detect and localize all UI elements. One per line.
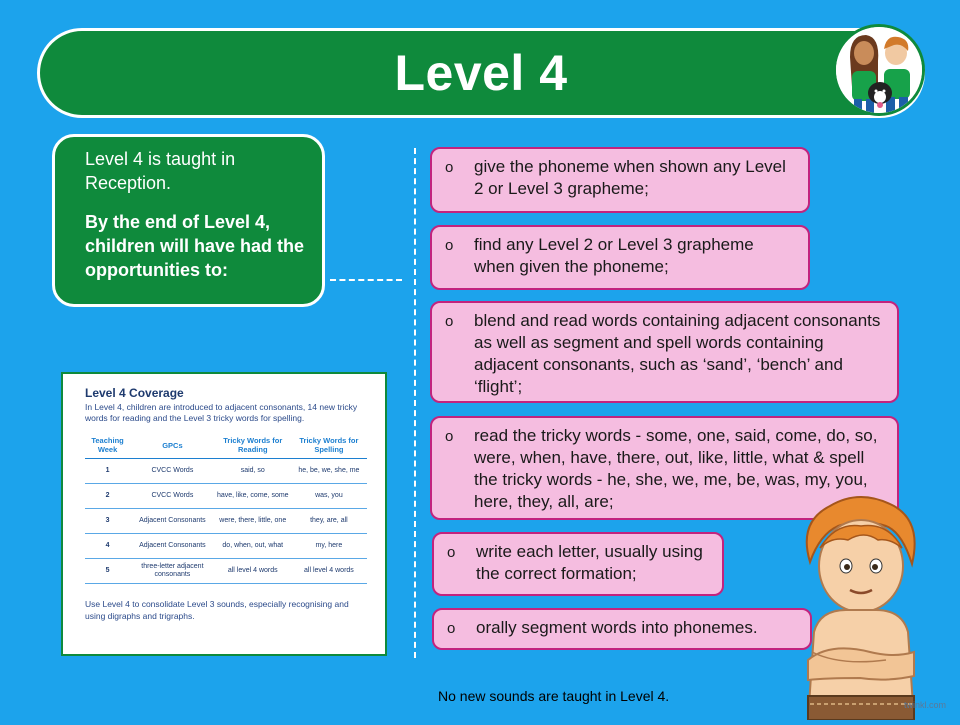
objective-item bbox=[430, 147, 810, 213]
column-header: Teaching Week bbox=[85, 436, 130, 459]
table-cell: he, be, we, she, me bbox=[291, 459, 367, 484]
table-cell: 4 bbox=[85, 534, 130, 559]
intro-line: Level 4 is taught in Reception. bbox=[85, 149, 236, 193]
objective-text: find any Level 2 or Level 3 grapheme when given the phoneme; bbox=[474, 235, 754, 276]
coverage-title: Level 4 Coverage bbox=[85, 386, 184, 400]
table-cell: 2 bbox=[85, 484, 130, 509]
table-cell: all level 4 words bbox=[291, 559, 367, 584]
table-cell: 1 bbox=[85, 459, 130, 484]
objective-text: orally segment words into phonemes. bbox=[476, 618, 758, 637]
table-cell: 3 bbox=[85, 509, 130, 534]
footer-note: No new sounds are taught in Level 4. bbox=[438, 688, 670, 704]
table-cell: were, there, little, one bbox=[215, 509, 291, 534]
objective-text: read the tricky words - some, one, said, come, do, so, were, when, have, there, out, like, little, what & spell the tricky words - he, she, we, me, be, was, my, you, here, they, all, are; bbox=[474, 426, 878, 511]
objective-item bbox=[430, 301, 899, 403]
table-cell: three-letter adjacent consonants bbox=[130, 559, 215, 584]
bullet-marker-icon: o bbox=[445, 237, 454, 254]
table-row bbox=[85, 509, 367, 534]
connector-line bbox=[330, 279, 402, 281]
table-row bbox=[85, 484, 367, 509]
bullet-marker-icon: o bbox=[445, 159, 454, 176]
objective-text: blend and read words containing adjacent consonants as well as segment and spell words containing adjacent consonants, such as ‘sand’, ‘bench’ and ‘flight’; bbox=[474, 311, 881, 396]
coverage-description: In Level 4, children are introduced to adjacent consonants, 14 new tricky words for reading and the Level 3 tricky words for spelling. bbox=[85, 402, 358, 423]
objective-item bbox=[432, 608, 812, 650]
table-cell: CVCC Words bbox=[130, 459, 215, 484]
intro-box bbox=[52, 134, 325, 307]
objective-text: write each letter, usually using the correct formation; bbox=[476, 542, 703, 583]
coverage-footer: Use Level 4 to consolidate Level 3 sounds, especially recognising and using digraphs and trigraphs. bbox=[85, 599, 349, 621]
table-cell: my, here bbox=[291, 534, 367, 559]
table-cell: was, you bbox=[291, 484, 367, 509]
children-and-dog-avatar-icon bbox=[833, 24, 925, 116]
table-cell: 5 bbox=[85, 559, 130, 584]
objective-item bbox=[430, 225, 810, 290]
table-cell: all level 4 words bbox=[215, 559, 291, 584]
table-cell: have, like, come, some bbox=[215, 484, 291, 509]
table-cell: they, are, all bbox=[291, 509, 367, 534]
table-cell: said, so bbox=[215, 459, 291, 484]
table-row bbox=[85, 559, 367, 584]
table-row bbox=[85, 459, 367, 484]
bullet-marker-icon: o bbox=[445, 313, 454, 330]
coverage-table bbox=[85, 436, 367, 584]
page-title: Level 4 bbox=[394, 45, 568, 101]
objective-item bbox=[432, 532, 724, 596]
column-header: GPCs bbox=[130, 436, 215, 459]
caveman-character-icon bbox=[790, 492, 932, 720]
column-header: Tricky Words for Reading bbox=[215, 436, 291, 459]
objective-text: give the phoneme when shown any Level 2 or Level 3 grapheme; bbox=[474, 157, 786, 198]
bullet-marker-icon: o bbox=[445, 428, 454, 445]
intro-objective: By the end of Level 4, children will have had the opportunities to: bbox=[85, 212, 305, 280]
bullet-marker-icon: o bbox=[447, 544, 456, 561]
divider-line bbox=[414, 148, 416, 658]
table-row bbox=[85, 534, 367, 559]
table-cell: CVCC Words bbox=[130, 484, 215, 509]
table-cell: Adjacent Consonants bbox=[130, 509, 215, 534]
table-cell: Adjacent Consonants bbox=[130, 534, 215, 559]
coverage-card bbox=[61, 372, 387, 656]
bullet-marker-icon: o bbox=[447, 620, 456, 637]
brand-logo: twinkl.com bbox=[904, 700, 947, 710]
title-bar bbox=[37, 28, 925, 118]
column-header: Tricky Words for Spelling bbox=[291, 436, 367, 459]
table-cell: do, when, out, what bbox=[215, 534, 291, 559]
